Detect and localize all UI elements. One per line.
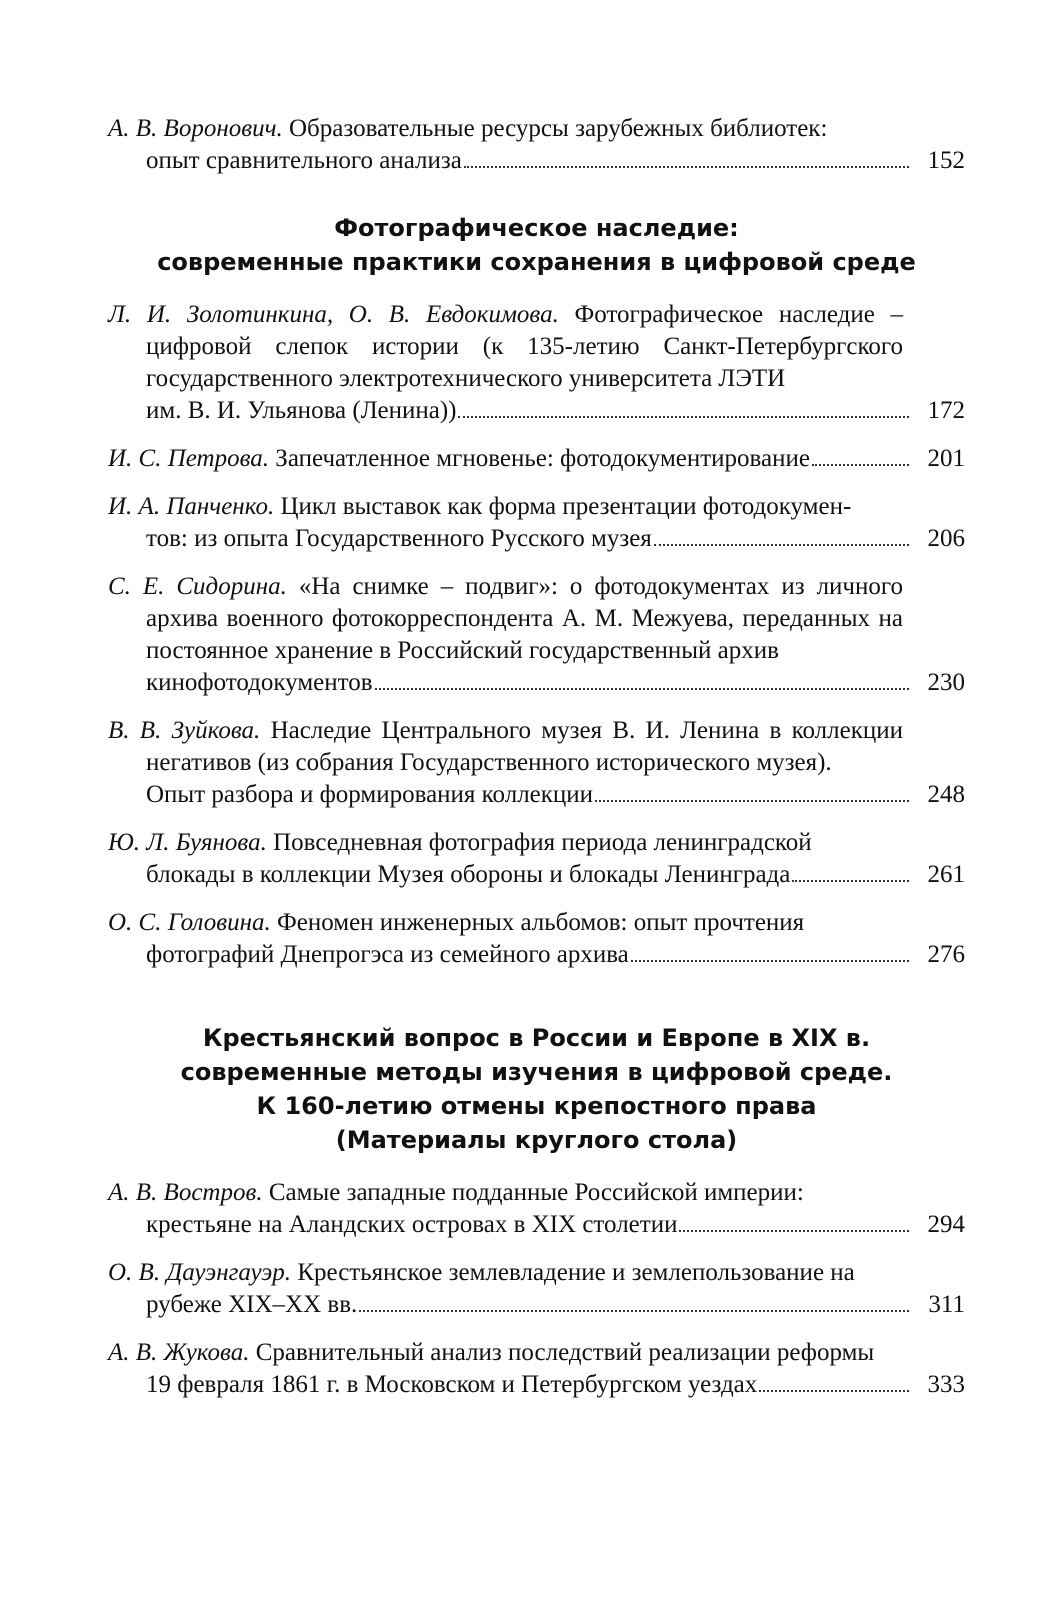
toc-entry-last-line: [146, 145, 965, 177]
toc-entry: [108, 113, 965, 177]
toc-group-top: [108, 113, 965, 177]
toc-entry-page-number: 206: [927, 525, 965, 552]
dot-leader: [759, 1390, 909, 1392]
toc-entry-title-end: крестьяне на Аландских островах в XIX столетии: [146, 1211, 678, 1238]
toc-entry: [108, 715, 965, 811]
toc-entry-page-number: 152: [927, 147, 965, 174]
toc-group-photo-heritage: [108, 299, 965, 971]
toc-entry-author: А. В. Жукова.: [108, 1339, 250, 1366]
toc-entry-title: Сравнительный анализ последствий реализации реформы: [255, 1339, 875, 1366]
toc-entry-last-line: [146, 395, 965, 427]
toc-entry-title-end: тов: из опыта Государственного Русского музея: [146, 525, 652, 552]
toc-entry-title-end: блокады в коллекции Музея обороны и блокады Ленинграда: [146, 861, 791, 888]
section-title-line: К 160-летию отмены крепостного права: [256, 1092, 817, 1120]
toc-entry: [108, 299, 965, 427]
toc-entry: [108, 443, 965, 475]
toc-entry-title-end: опыт сравнительного анализа: [146, 147, 462, 174]
section-title-line: Фотографическое наследие:: [334, 214, 739, 242]
toc-entry-author: Ю. Л. Буянова.: [108, 829, 267, 856]
toc-entry-title-end: 19 февраля 1861 г. в Московском и Петербургском уездах: [146, 1371, 758, 1398]
toc-entry-last-line: [146, 779, 965, 811]
toc-entry-author: И. А. Панченко.: [108, 493, 275, 520]
toc-entry-last-line: [146, 1289, 965, 1321]
toc-entry-last-line: [146, 1209, 965, 1241]
toc-entry: [108, 1257, 965, 1321]
toc-entry-last-line: [146, 939, 965, 971]
toc-entry-author: А. В. Воронович.: [108, 115, 283, 142]
toc-entry: [108, 827, 965, 891]
toc-group-peasant-question: [108, 1177, 965, 1401]
section-title-peasant-question: [108, 1021, 965, 1157]
toc-entry-title: Образовательные ресурсы зарубежных библиотек:: [289, 115, 828, 142]
toc-entry-last-line: [146, 523, 965, 555]
toc-entry-author: Л. И. Золотинкина, О. В. Евдокимова.: [108, 301, 559, 328]
dot-leader: [631, 960, 909, 962]
toc-entry-author: А. В. Востров.: [108, 1179, 263, 1206]
toc-entry-page-number: 294: [927, 1211, 965, 1238]
toc-entry-title: «На снимке – подвиг»: о фотодокументах из личного архива военного фотокорреспондента А. М. Межуева, переданных на постоянное хранение в Российский государственный архив: [146, 573, 904, 664]
toc-entry-page-number: 311: [928, 1291, 965, 1318]
toc-entry-title-end: им. В. И. Ульянова (Ленина)): [146, 397, 457, 424]
dot-leader: [792, 880, 909, 882]
toc-entry-title: Крестьянское землевладение и землепользование на: [297, 1259, 855, 1286]
toc-entry-title: Фотографическое наследие – цифровой слепок истории (к 135-летию Санкт-Петербургского государственного электротехнического университета ЛЭТИ: [146, 301, 904, 392]
section-title-line: Крестьянский вопрос в России и Европе в XIX в.: [202, 1024, 871, 1052]
toc-entry-last-line: [108, 443, 965, 475]
toc-entry-title: Феномен инженерных альбомов: опыт прочтения: [277, 909, 805, 936]
toc-entry-title: Повседневная фотография периода ленинградской: [273, 829, 812, 856]
toc-entry-last-line: [146, 859, 965, 891]
dot-leader: [464, 166, 909, 168]
dot-leader: [359, 1310, 909, 1312]
toc-entry-title-end: Опыт разбора и формирования коллекции: [146, 781, 594, 808]
toc-entry-page-number: 248: [927, 781, 965, 808]
toc-entry-page-number: 276: [927, 941, 965, 968]
toc-entry: [108, 571, 965, 699]
toc-entry-page-number: 172: [927, 397, 965, 424]
toc-entry-title-end: фотографий Днепрогэса из семейного архива: [146, 941, 629, 968]
toc-page: [108, 113, 965, 1417]
toc-entry: [108, 491, 965, 555]
toc-entry-author: И. С. Петрова.: [108, 445, 270, 472]
toc-entry-page-number: 201: [927, 445, 965, 472]
section-title-photo-heritage: [108, 211, 965, 279]
toc-entry-author: О. С. Головина.: [108, 909, 271, 936]
toc-entry-page-number: 261: [927, 861, 965, 888]
toc-entry-title: Самые западные подданные Российской империи:: [268, 1179, 804, 1206]
dot-leader: [679, 1230, 909, 1232]
toc-entry-author: С. Е. Сидорина.: [108, 573, 287, 600]
toc-entry-title-end: кинофотодокументов: [146, 669, 373, 696]
toc-entry-page-number: 333: [927, 1371, 965, 1398]
section-title-line: современные методы изучения в цифровой среде.: [180, 1058, 893, 1086]
section-title-line: (Материалы круглого стола): [335, 1126, 738, 1154]
toc-entry: [108, 1337, 965, 1401]
toc-entry-title: Запечатленное мгновенье: фотодокументирование: [275, 445, 810, 472]
toc-entry: [108, 907, 965, 971]
section-title-line: современные практики сохранения в цифровой среде: [157, 248, 916, 276]
dot-leader: [458, 416, 909, 418]
toc-entry-author: В. В. Зуйкова.: [108, 717, 261, 744]
toc-entry-title: Наследие Центрального музея В. И. Ленина в коллекции негативов (из собрания Государственного исторического музея).: [146, 717, 904, 776]
dot-leader: [375, 688, 909, 690]
dot-leader: [654, 544, 909, 546]
toc-entry-author: О. В. Дауэнгауэр.: [108, 1259, 292, 1286]
dot-leader: [812, 464, 909, 466]
toc-entry-last-line: [146, 1369, 965, 1401]
toc-entry-title-end: рубеже XIX–XX вв.: [146, 1291, 358, 1318]
toc-entry-last-line: [146, 667, 965, 699]
toc-entry-title: Цикл выставок как форма презентации фотодокумен-: [280, 493, 852, 520]
toc-entry-page-number: 230: [927, 669, 965, 696]
toc-entry: [108, 1177, 965, 1241]
dot-leader: [595, 800, 909, 802]
